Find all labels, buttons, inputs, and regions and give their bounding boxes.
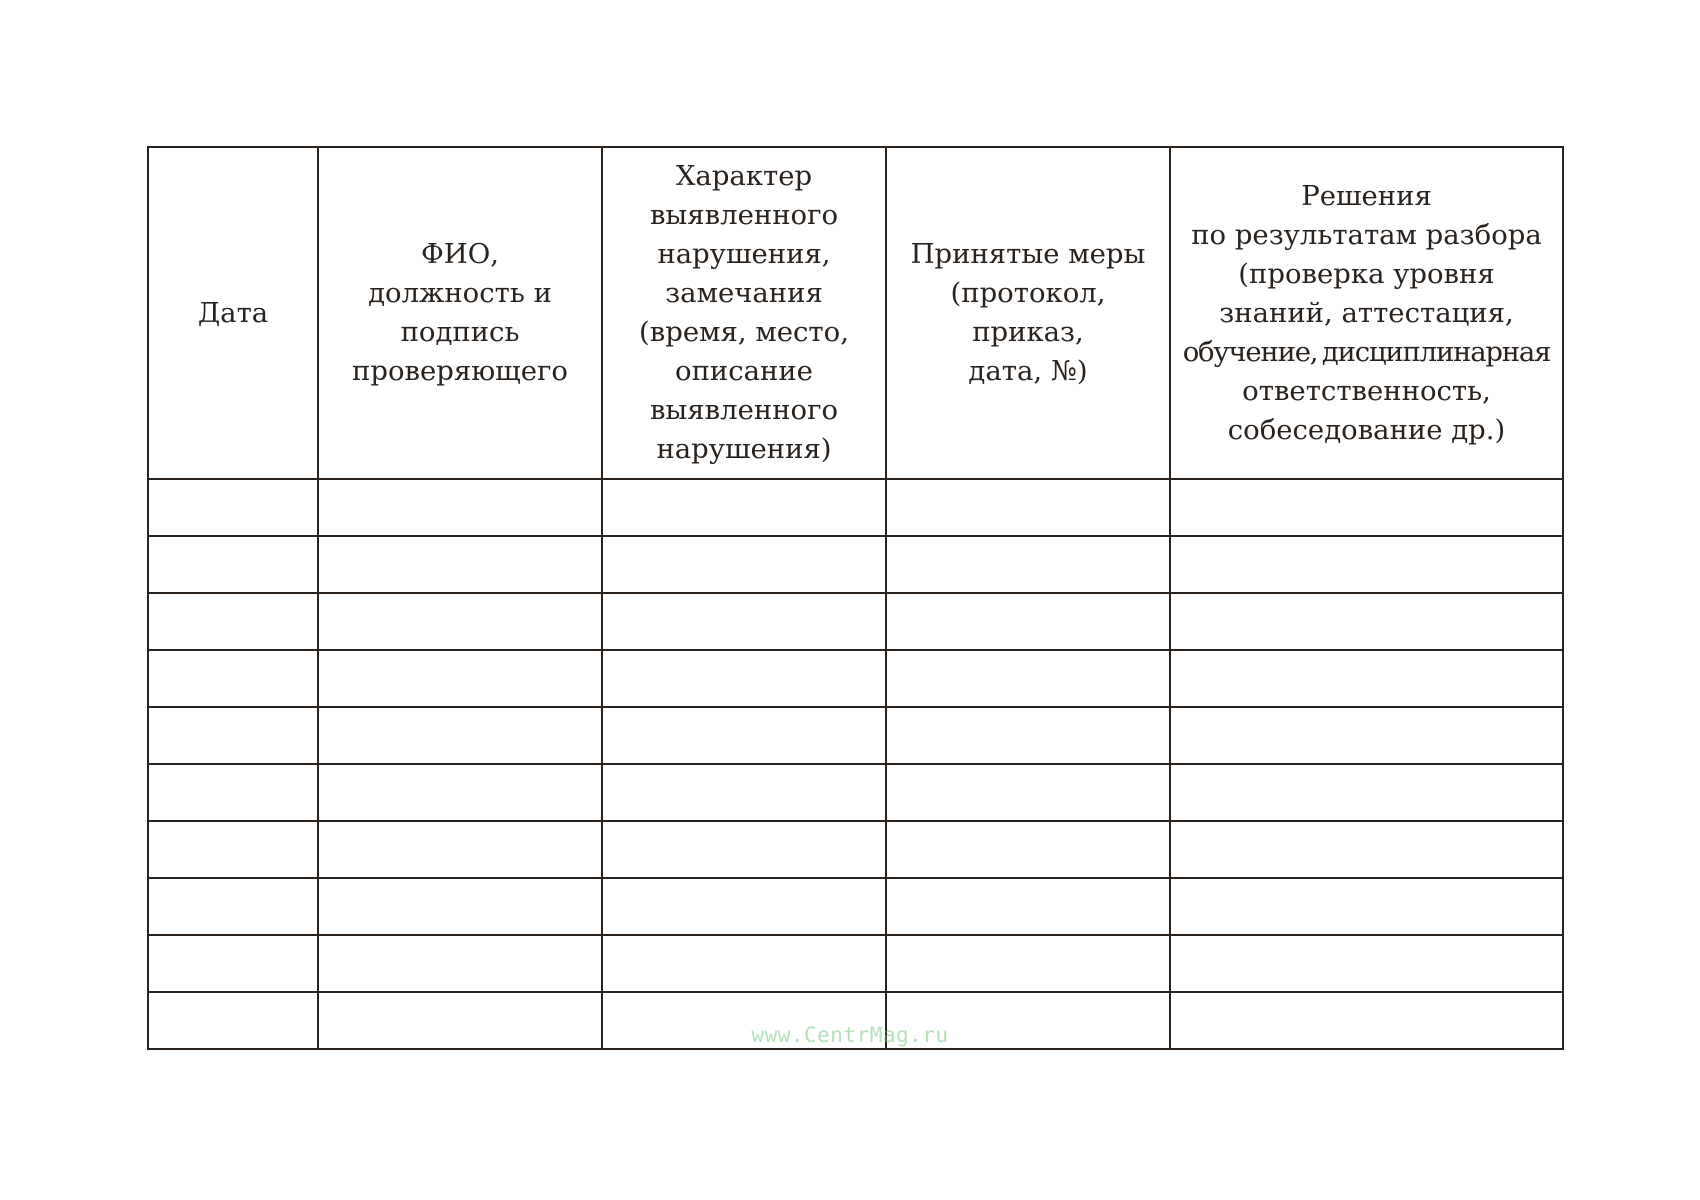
- header-line: (время, место,: [639, 316, 849, 348]
- table-cell[interactable]: [602, 479, 886, 536]
- table-cell[interactable]: [886, 479, 1170, 536]
- table-cell[interactable]: [1170, 764, 1563, 821]
- table-cell[interactable]: [318, 479, 602, 536]
- table-row: [148, 878, 1563, 935]
- table-cell[interactable]: [318, 821, 602, 878]
- table-cell[interactable]: [318, 650, 602, 707]
- table-cell[interactable]: [886, 935, 1170, 992]
- table-cell[interactable]: [148, 536, 318, 593]
- table-cell[interactable]: [1170, 650, 1563, 707]
- table-cell[interactable]: [148, 878, 318, 935]
- header-line: Принятые меры: [910, 238, 1146, 270]
- table-cell[interactable]: [602, 593, 886, 650]
- table-cell[interactable]: [886, 593, 1170, 650]
- table-cell[interactable]: [148, 479, 318, 536]
- table-cell[interactable]: [1170, 935, 1563, 992]
- table-cell[interactable]: [1170, 479, 1563, 536]
- header-line: подпись: [400, 316, 520, 348]
- header-line: дата, №): [968, 355, 1088, 387]
- table-cell[interactable]: [602, 536, 886, 593]
- table-cell[interactable]: [1170, 536, 1563, 593]
- header-line: по результатам разбора: [1191, 218, 1542, 251]
- table-cell[interactable]: [602, 821, 886, 878]
- table-cell[interactable]: [148, 764, 318, 821]
- table-cell[interactable]: [1170, 821, 1563, 878]
- table-cell[interactable]: [318, 536, 602, 593]
- header-line: Характер: [675, 160, 813, 192]
- table-cell[interactable]: [318, 707, 602, 764]
- header-row: [148, 147, 1563, 479]
- table-cell[interactable]: [886, 764, 1170, 821]
- header-line: ответственность,: [1242, 374, 1491, 407]
- table-cell[interactable]: [886, 707, 1170, 764]
- header-line: выявленного: [649, 199, 839, 231]
- table-cell[interactable]: [148, 935, 318, 992]
- header-line: выявленного: [649, 394, 839, 426]
- header-line: приказ,: [972, 316, 1084, 348]
- header-date: [148, 147, 318, 479]
- header-violation: [602, 147, 886, 479]
- table-cell[interactable]: [886, 878, 1170, 935]
- table-row: [148, 935, 1563, 992]
- table-cell[interactable]: [318, 935, 602, 992]
- table-cell[interactable]: [318, 878, 602, 935]
- table-cell[interactable]: [602, 650, 886, 707]
- table-row: [148, 764, 1563, 821]
- table-cell[interactable]: [886, 650, 1170, 707]
- table-body: [148, 479, 1563, 1049]
- inspection-log-table: [147, 146, 1564, 1050]
- table-cell[interactable]: [318, 593, 602, 650]
- table-cell[interactable]: [1170, 593, 1563, 650]
- header-line: нарушения,: [657, 238, 831, 270]
- table-row: [148, 536, 1563, 593]
- header-line: должность и: [368, 277, 552, 309]
- header-line: ФИО,: [420, 238, 500, 270]
- table-row: [148, 479, 1563, 536]
- table-cell[interactable]: [318, 764, 602, 821]
- header-line: обучение, дисциплинарная: [1182, 335, 1551, 368]
- table-cell[interactable]: [148, 593, 318, 650]
- header-decisions: [1170, 147, 1563, 479]
- table-row: [148, 821, 1563, 878]
- header-line: проверяющего: [352, 355, 568, 387]
- table-cell[interactable]: [602, 764, 886, 821]
- table-row: [148, 593, 1563, 650]
- header-line: собеседование др.): [1227, 413, 1506, 446]
- table-cell[interactable]: [1170, 707, 1563, 764]
- header-line: (протокол,: [950, 277, 1106, 309]
- header-line: знаний, аттестация,: [1219, 296, 1514, 329]
- header-line: Дата: [197, 296, 269, 329]
- header-line: Решения: [1301, 179, 1432, 212]
- header-line: замечания: [665, 277, 823, 309]
- header-measures: [886, 147, 1170, 479]
- table-row: [148, 707, 1563, 764]
- table-cell[interactable]: [148, 650, 318, 707]
- header-inspector: [318, 147, 602, 479]
- table-cell[interactable]: [602, 707, 886, 764]
- table-cell[interactable]: [602, 878, 886, 935]
- watermark: www.CentrMag.ru: [751, 1023, 949, 1047]
- header-line: нарушения): [656, 433, 832, 465]
- table-cell[interactable]: [148, 707, 318, 764]
- header-line: (проверка уровня: [1238, 257, 1495, 290]
- table-cell[interactable]: [886, 536, 1170, 593]
- table-cell[interactable]: [602, 935, 886, 992]
- header-line: описание: [675, 355, 813, 387]
- table-cell[interactable]: [148, 821, 318, 878]
- table-cell[interactable]: [1170, 878, 1563, 935]
- table-row: [148, 650, 1563, 707]
- table-cell[interactable]: [886, 821, 1170, 878]
